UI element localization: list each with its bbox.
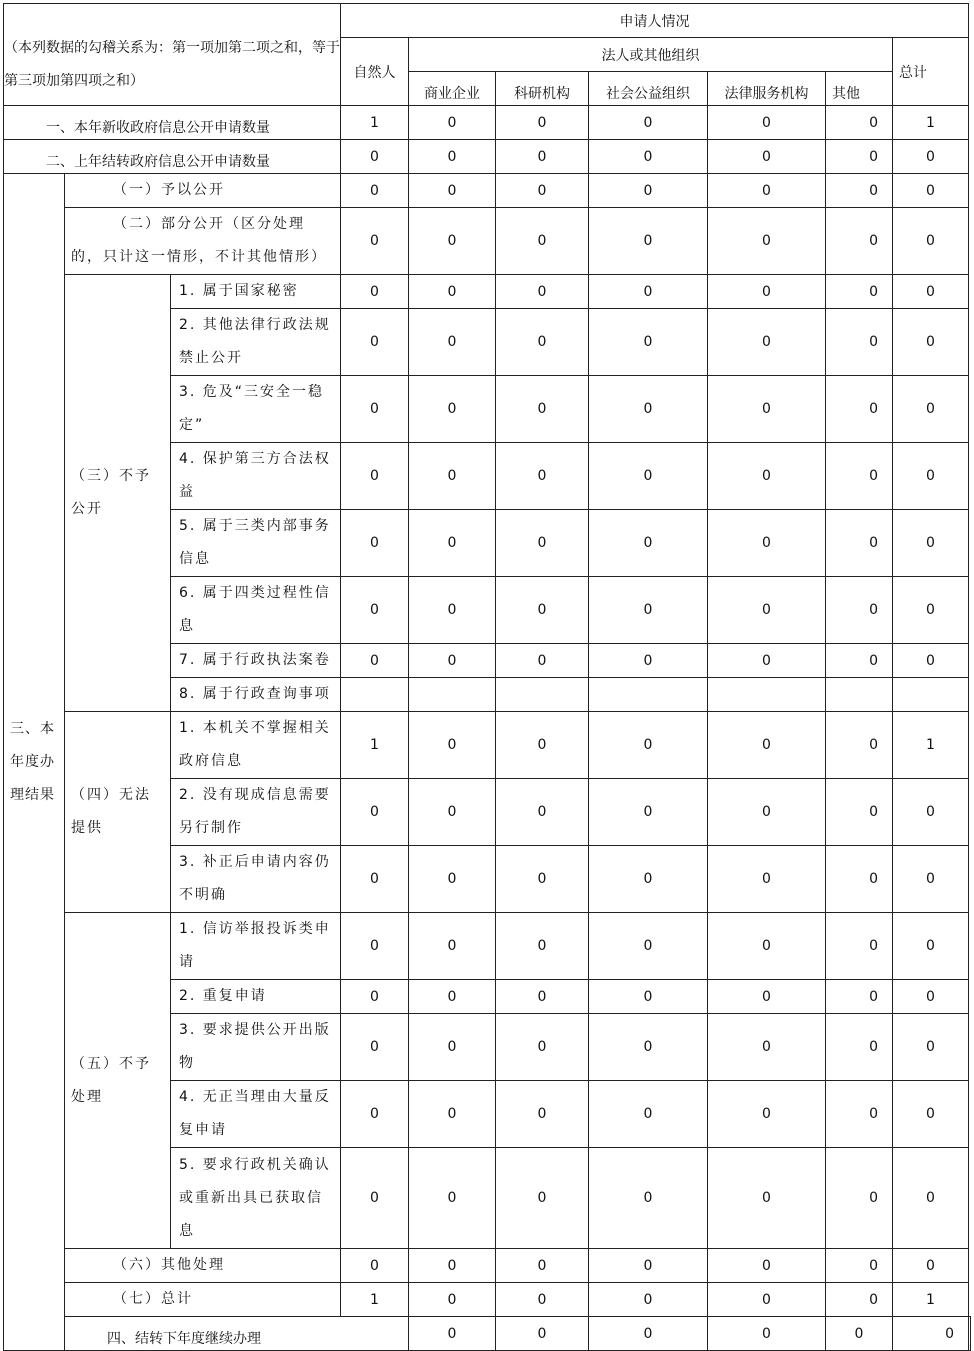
cell-commercial: 0 <box>409 140 496 174</box>
cell-legal-service: 0 <box>708 577 826 644</box>
cell-research: 0 <box>589 1317 708 1351</box>
cell-legal-service: 0 <box>708 980 826 1014</box>
cell-other: 0 <box>826 1014 893 1081</box>
cell-other: 0 <box>826 712 893 779</box>
row-label: 2. 没有现成信息需要另行制作 <box>171 779 341 846</box>
cell-social: 0 <box>589 376 708 443</box>
cell-legal-service: 0 <box>708 106 826 140</box>
table-row <box>4 106 971 140</box>
cell-legal-service: 0 <box>708 275 826 309</box>
cell-social: 0 <box>589 846 708 913</box>
row-label: 5. 要求行政机关确认或重新出具已获取信息 <box>171 1148 341 1249</box>
cell-commercial: 0 <box>496 1317 589 1351</box>
cell-social: 0 <box>589 1014 708 1081</box>
cell-commercial: 0 <box>409 309 496 376</box>
cell-natural: 1 <box>341 106 409 140</box>
cell-other: 0 <box>826 1148 893 1249</box>
cell-legal-service: 0 <box>708 712 826 779</box>
cell-social: 0 <box>589 1148 708 1249</box>
cell-natural: 0 <box>341 174 409 208</box>
table-row <box>4 174 971 208</box>
cell-total: 0 <box>893 275 969 309</box>
cell-commercial: 0 <box>409 980 496 1014</box>
cell-total: 0 <box>893 779 969 846</box>
table-row <box>4 208 971 275</box>
cell-natural: 0 <box>341 208 409 275</box>
cell-research: 0 <box>496 779 589 846</box>
cell-natural: 0 <box>341 779 409 846</box>
cell-other: 0 <box>826 913 893 980</box>
cell-legal-service: 0 <box>708 1249 826 1283</box>
cell-social: 0 <box>708 1317 826 1351</box>
cell-research: 0 <box>496 913 589 980</box>
cell-research: 0 <box>496 577 589 644</box>
cell-commercial: 0 <box>409 443 496 510</box>
row-label: （七）总计 <box>65 1283 341 1317</box>
row-label: 1. 属于国家秘密 <box>171 275 341 309</box>
cell-legal-service: 0 <box>708 1283 826 1317</box>
cell-research <box>496 678 589 712</box>
cell-legal-service: 0 <box>708 208 826 275</box>
row-label: 4. 无正当理由大量反复申请 <box>171 1081 341 1148</box>
cell-legal-service: 0 <box>708 309 826 376</box>
cell-natural: 0 <box>341 1014 409 1081</box>
cell-other <box>826 678 893 712</box>
header-total: 总计 <box>893 38 969 106</box>
cell-total: 0 <box>893 208 969 275</box>
cell-legal-service: 0 <box>708 846 826 913</box>
row-label: 3. 补正后申请内容仍不明确 <box>171 846 341 913</box>
cell-research: 0 <box>496 106 589 140</box>
table-row <box>4 1283 971 1317</box>
cell-natural: 0 <box>409 1317 496 1351</box>
cell-commercial: 0 <box>409 644 496 678</box>
group4-label: （四）无法提供 <box>65 712 171 913</box>
cell-social: 0 <box>589 644 708 678</box>
header-note: （本列数据的勾稽关系为：第一项加第二项之和，等于第三项加第四项之和） <box>4 4 341 106</box>
cell-legal-service: 0 <box>708 510 826 577</box>
cell-other: 0 <box>826 1249 893 1283</box>
cell-total: 0 <box>893 174 969 208</box>
cell-natural: 1 <box>341 712 409 779</box>
cell-other: 0 <box>826 275 893 309</box>
cell-legal-service: 0 <box>708 1014 826 1081</box>
cell-legal-service: 0 <box>708 644 826 678</box>
header-social-welfare: 社会公益组织 <box>589 72 708 106</box>
cell-legal-service: 0 <box>708 779 826 846</box>
row-label: 2. 重复申请 <box>171 980 341 1014</box>
cell-natural: 0 <box>341 510 409 577</box>
cell-total: 0 <box>893 1081 969 1148</box>
cell-legal-service: 0 <box>708 443 826 510</box>
cell-commercial: 0 <box>409 208 496 275</box>
cell-natural: 0 <box>341 309 409 376</box>
header-research: 科研机构 <box>496 72 589 106</box>
cell-natural: 1 <box>341 1283 409 1317</box>
section3-label: 三、本年度办理结果 <box>4 174 65 1351</box>
row-label: 2. 其他法律行政法规禁止公开 <box>171 309 341 376</box>
cell-social: 0 <box>589 1283 708 1317</box>
cell-commercial <box>409 678 496 712</box>
cell-total: 0 <box>893 510 969 577</box>
cell-social: 0 <box>589 309 708 376</box>
cell-research: 0 <box>496 309 589 376</box>
cell-total: 0 <box>893 980 969 1014</box>
cell-natural: 0 <box>341 1148 409 1249</box>
table-row <box>4 913 971 980</box>
row-label: 8. 属于行政查询事项 <box>171 678 341 712</box>
cell-other: 0 <box>826 779 893 846</box>
cell-social: 0 <box>589 140 708 174</box>
cell-natural: 0 <box>341 275 409 309</box>
row-label: （二）部分公开（区分处理的，只计这一情形，不计其他情形） <box>65 208 341 275</box>
cell-commercial: 0 <box>409 1249 496 1283</box>
cell-social: 0 <box>589 913 708 980</box>
cell-commercial: 0 <box>409 1081 496 1148</box>
table-row <box>4 712 971 779</box>
cell-research: 0 <box>496 208 589 275</box>
table-row <box>4 275 971 309</box>
cell-social: 0 <box>589 174 708 208</box>
cell-research: 0 <box>496 140 589 174</box>
cell-natural: 0 <box>341 1081 409 1148</box>
cell-other: 0 <box>826 376 893 443</box>
cell-commercial: 0 <box>409 1148 496 1249</box>
header-natural-person: 自然人 <box>341 38 409 106</box>
cell-social: 0 <box>589 106 708 140</box>
cell-research: 0 <box>496 1148 589 1249</box>
cell-natural <box>341 678 409 712</box>
cell-social: 0 <box>589 510 708 577</box>
header-legal-service: 法律服务机构 <box>708 72 826 106</box>
cell-total: 0 <box>893 644 969 678</box>
cell-natural: 0 <box>341 980 409 1014</box>
cell-total: 0 <box>893 140 969 174</box>
cell-other: 0 <box>826 140 893 174</box>
header-legal-entity: 法人或其他组织 <box>409 38 893 72</box>
row-label: 6. 属于四类过程性信息 <box>171 577 341 644</box>
group5-label: （五）不予处理 <box>65 913 171 1249</box>
row-label: 1. 本机关不掌握相关政府信息 <box>171 712 341 779</box>
row-label: （一）予以公开 <box>65 174 341 208</box>
cell-natural: 0 <box>341 644 409 678</box>
table-row <box>4 1249 971 1283</box>
cell-legal-service: 0 <box>708 1148 826 1249</box>
cell-legal-service: 0 <box>708 1081 826 1148</box>
cell-social: 0 <box>589 577 708 644</box>
cell-research: 0 <box>496 510 589 577</box>
cell-other: 0 <box>893 1317 969 1351</box>
cell-legal-service: 0 <box>708 174 826 208</box>
cell-total: 0 <box>893 1014 969 1081</box>
cell-other: 0 <box>826 443 893 510</box>
cell-total: 0 <box>893 1249 969 1283</box>
cell-social: 0 <box>589 443 708 510</box>
cell-social: 0 <box>589 980 708 1014</box>
cell-other: 0 <box>826 174 893 208</box>
cell-total: 1 <box>893 106 969 140</box>
cell-research: 0 <box>496 644 589 678</box>
cell-commercial: 0 <box>409 106 496 140</box>
cell-total: 1 <box>893 1283 969 1317</box>
cell-legal-service: 0 <box>708 140 826 174</box>
cell-natural: 0 <box>341 443 409 510</box>
cell-other: 0 <box>826 309 893 376</box>
cell-social: 0 <box>589 712 708 779</box>
row-label: 3. 危及“三安全一稳定” <box>171 376 341 443</box>
statistics-table <box>3 3 971 1351</box>
cell-research: 0 <box>496 443 589 510</box>
cell-other: 0 <box>826 980 893 1014</box>
cell-commercial: 0 <box>409 846 496 913</box>
cell-natural: 0 <box>341 846 409 913</box>
row-label: 7. 属于行政执法案卷 <box>171 644 341 678</box>
group3-label: （三）不予公开 <box>65 275 171 712</box>
cell-total: 0 <box>893 577 969 644</box>
header-applicant: 申请人情况 <box>341 4 969 38</box>
cell-other: 0 <box>826 1283 893 1317</box>
cell-legal-service: 0 <box>708 913 826 980</box>
cell-social: 0 <box>589 1081 708 1148</box>
cell-natural: 0 <box>341 376 409 443</box>
cell-social: 0 <box>589 779 708 846</box>
cell-other: 0 <box>826 106 893 140</box>
row-label: 1. 信访举报投诉类申请 <box>171 913 341 980</box>
cell-social: 0 <box>589 208 708 275</box>
cell-other: 0 <box>826 1081 893 1148</box>
cell-total <box>893 678 969 712</box>
row-label: 四、结转下年度继续办理 <box>65 1317 409 1351</box>
cell-legal-service <box>708 678 826 712</box>
cell-social: 0 <box>589 275 708 309</box>
cell-legal-service: 0 <box>826 1317 893 1351</box>
cell-social: 0 <box>589 1249 708 1283</box>
cell-research: 0 <box>496 275 589 309</box>
cell-commercial: 0 <box>409 1283 496 1317</box>
header-other: 其他 <box>826 72 893 106</box>
cell-legal-service: 0 <box>708 376 826 443</box>
header-commercial: 商业企业 <box>409 72 496 106</box>
cell-commercial: 0 <box>409 1014 496 1081</box>
row-label: 3. 要求提供公开出版物 <box>171 1014 341 1081</box>
cell-natural: 0 <box>341 1249 409 1283</box>
cell-commercial: 0 <box>409 174 496 208</box>
row-label: 二、上年结转政府信息公开申请数量 <box>4 140 341 174</box>
cell-total: 0 <box>893 1148 969 1249</box>
cell-commercial: 0 <box>409 779 496 846</box>
row-label: （六）其他处理 <box>65 1249 341 1283</box>
cell-research: 0 <box>496 980 589 1014</box>
cell-total: 0 <box>893 443 969 510</box>
cell-natural: 0 <box>341 140 409 174</box>
cell-natural: 0 <box>341 913 409 980</box>
cell-total: 0 <box>893 846 969 913</box>
cell-commercial: 0 <box>409 376 496 443</box>
cell-research: 0 <box>496 1014 589 1081</box>
cell-other: 0 <box>826 208 893 275</box>
cell-total: 0 <box>893 376 969 443</box>
cell-research: 0 <box>496 376 589 443</box>
cell-research: 0 <box>496 1081 589 1148</box>
table-row <box>4 140 971 174</box>
cell-total: 0 <box>893 309 969 376</box>
cell-other: 0 <box>826 577 893 644</box>
cell-other: 0 <box>826 510 893 577</box>
cell-total: 1 <box>893 712 969 779</box>
cell-commercial: 0 <box>409 577 496 644</box>
cell-natural: 0 <box>341 577 409 644</box>
table-row <box>4 1317 971 1351</box>
cell-research: 0 <box>496 1249 589 1283</box>
cell-research: 0 <box>496 1283 589 1317</box>
cell-commercial: 0 <box>409 275 496 309</box>
cell-research: 0 <box>496 174 589 208</box>
cell-research: 0 <box>496 846 589 913</box>
cell-total: 0 <box>893 913 969 980</box>
cell-commercial: 0 <box>409 913 496 980</box>
row-label: 5. 属于三类内部事务信息 <box>171 510 341 577</box>
row-label: 一、本年新收政府信息公开申请数量 <box>4 106 341 140</box>
cell-other: 0 <box>826 644 893 678</box>
cell-total <box>969 1317 971 1351</box>
cell-other: 0 <box>826 846 893 913</box>
cell-commercial: 0 <box>409 510 496 577</box>
cell-research: 0 <box>496 712 589 779</box>
cell-social <box>589 678 708 712</box>
cell-commercial: 0 <box>409 712 496 779</box>
row-label: 4. 保护第三方合法权益 <box>171 443 341 510</box>
